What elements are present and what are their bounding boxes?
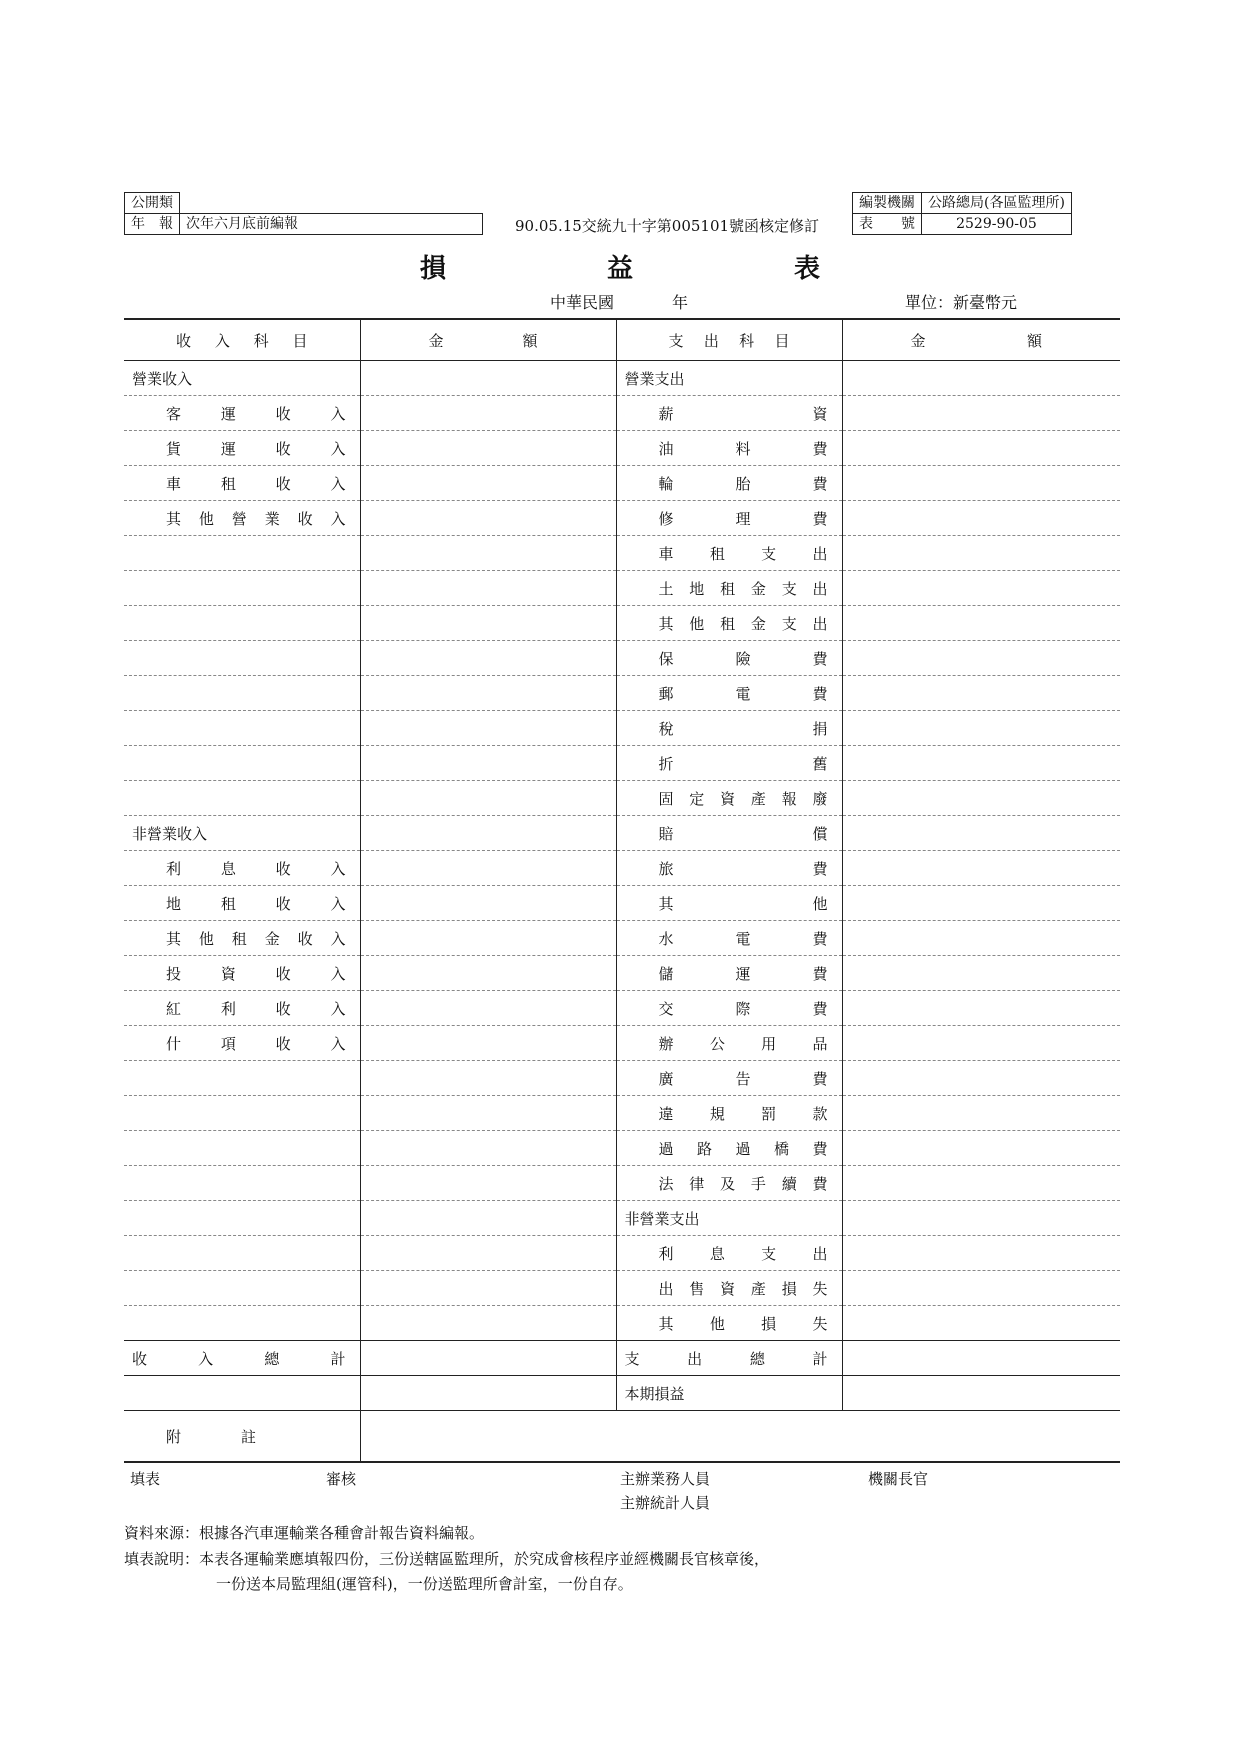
net-blank-left[interactable] [124,1376,360,1411]
income-item [124,536,360,571]
income-item [124,1131,360,1166]
income-item [124,676,360,711]
table-row [124,1026,1120,1061]
expense-amount-cell[interactable] [842,886,1120,921]
table-row [124,1061,1120,1096]
income-amount-cell[interactable] [360,921,616,956]
expense-amount-cell[interactable] [842,851,1120,886]
income-item [124,711,360,746]
expense-item: 保險費 [616,641,842,676]
income-item [124,1201,360,1236]
income-amount-cell[interactable] [360,1236,616,1271]
income-total-label: 收入總計 [124,1341,360,1376]
col-income-subject: 收入科目 [124,319,360,361]
currency-unit: 單位：新臺幣元 [905,293,1018,312]
income-amount-cell[interactable] [360,746,616,781]
expense-item: 折舊 [616,746,842,781]
title-char-1: 損 [420,254,447,284]
title-char-2: 益 [606,254,633,284]
income-amount-cell[interactable] [360,536,616,571]
income-item [124,746,360,781]
net-income-row [124,1376,1120,1411]
expense-amount-cell[interactable] [842,641,1120,676]
expense-item: 旅費 [616,851,842,886]
expense-item: 車租支出 [616,536,842,571]
income-amount-cell[interactable] [360,431,616,466]
expense-item: 水電費 [616,921,842,956]
compiler-label: 編製機關 [853,193,922,214]
income-total-amount[interactable] [360,1341,616,1376]
table-row [124,816,1120,851]
income-amount-cell[interactable] [360,851,616,886]
date-line [550,290,688,313]
expense-item: 辦公用品 [616,1026,842,1061]
expense-item: 廣告費 [616,1061,842,1096]
income-item: 投資收入 [124,956,360,991]
table-row [124,886,1120,921]
expense-amount-cell[interactable] [842,1166,1120,1201]
expense-amount-cell[interactable] [842,1306,1120,1341]
page-title [420,248,820,285]
income-item: 紅利收入 [124,991,360,1026]
totals-row [124,1341,1120,1376]
income-item: 地租收入 [124,886,360,921]
col-amount: 金額 [360,319,616,361]
table-row [124,501,1120,536]
sig-statistics-officer: 主辦統計人員 [620,1494,711,1512]
footnote-instructions-2: 一份送本局監理組(運管科)，一份送監理所會計室，一份自存。 [216,1575,633,1593]
expense-item: 郵電費 [616,676,842,711]
income-amount-cell[interactable] [360,1201,616,1236]
expense-amount-cell[interactable] [842,781,1120,816]
expense-amount-cell[interactable] [842,361,1120,396]
income-amount-cell[interactable] [360,396,616,431]
expense-amount-cell[interactable] [842,746,1120,781]
income-item: 什項收入 [124,1026,360,1061]
table-row [124,466,1120,501]
income-amount-cell[interactable] [360,781,616,816]
header-right-box [852,192,1072,235]
footnote-instructions-1: 填表說明：本表各運輸業應填報四份，三份送轄區監理所，於究成會核程序並經機關長官核章後， [124,1550,770,1568]
income-amount-cell[interactable] [360,641,616,676]
table-row [124,571,1120,606]
sig-reviewer: 審核 [326,1470,357,1488]
expense-amount-cell[interactable] [842,1096,1120,1131]
expense-amount-cell[interactable] [842,1131,1120,1166]
expense-item: 違規罰款 [616,1096,842,1131]
table-row [124,1201,1120,1236]
table-row [124,361,1120,396]
income-item: 貨運收入 [124,431,360,466]
category-label: 公開類 [125,193,180,214]
income-amount-cell[interactable] [360,1131,616,1166]
deadline-text: 次年六月底前編報 [180,214,483,235]
income-item: 營業收入 [124,361,360,396]
table-row [124,641,1120,676]
note-label: 附 註 [124,1411,360,1463]
table-header-row [124,319,1120,361]
income-item: 利息收入 [124,851,360,886]
expense-item: 非營業支出 [616,1201,842,1236]
expense-amount-cell[interactable] [842,991,1120,1026]
income-amount-cell[interactable] [360,711,616,746]
table-row [124,991,1120,1026]
income-item: 客運收入 [124,396,360,431]
income-item [124,781,360,816]
income-amount-cell[interactable] [360,466,616,501]
expense-amount-cell[interactable] [842,1026,1120,1061]
table-row [124,1271,1120,1306]
compiler-value: 公路總局(各區監理所) [922,193,1072,214]
income-item [124,1166,360,1201]
expense-amount-cell[interactable] [842,571,1120,606]
expense-amount-cell[interactable] [842,676,1120,711]
income-amount-cell[interactable] [360,886,616,921]
expense-item: 稅捐 [616,711,842,746]
revision-note: 90.05.15交統九十字第005101號函核定修訂 [515,217,820,235]
income-amount-cell[interactable] [360,361,616,396]
note-row [124,1411,1120,1463]
income-item [124,1096,360,1131]
table-row [124,921,1120,956]
expense-amount-cell[interactable] [842,1061,1120,1096]
table-row [124,606,1120,641]
income-item [124,606,360,641]
expense-amount-cell[interactable] [842,1201,1120,1236]
sig-business-officer: 主辦業務人員 [620,1470,711,1488]
expense-item: 其他 [616,886,842,921]
income-item: 車租收入 [124,466,360,501]
income-item [124,571,360,606]
report-type-label: 年 報 [125,214,180,235]
table-row [124,1166,1120,1201]
table-row [124,956,1120,991]
expense-item: 輪胎費 [616,466,842,501]
expense-amount-cell[interactable] [842,501,1120,536]
net-income-label: 本期損益 [616,1376,842,1411]
income-amount-cell[interactable] [360,956,616,991]
sig-filler: 填表 [130,1470,161,1488]
income-amount-cell[interactable] [360,1271,616,1306]
sig-head: 機關長官 [868,1470,929,1488]
expense-amount-cell[interactable] [842,711,1120,746]
table-row [124,711,1120,746]
expense-amount-cell[interactable] [842,1236,1120,1271]
table-row [124,781,1120,816]
expense-amount-cell[interactable] [842,956,1120,991]
col-expense-subject: 支出科目 [616,319,842,361]
expense-item: 利息支出 [616,1236,842,1271]
income-item [124,1306,360,1341]
table-row [124,851,1120,886]
expense-item: 修理費 [616,501,842,536]
net-income-amount[interactable] [842,1376,1120,1411]
income-item [124,1061,360,1096]
expense-total-amount[interactable] [842,1341,1120,1376]
table-row [124,1306,1120,1341]
expense-item: 過路過橋費 [616,1131,842,1166]
income-amount-cell[interactable] [360,1096,616,1131]
expense-item: 薪資 [616,396,842,431]
net-blank-amount[interactable] [360,1376,616,1411]
expense-amount-cell[interactable] [842,921,1120,956]
expense-amount-cell[interactable] [842,606,1120,641]
expense-amount-cell[interactable] [842,466,1120,501]
income-amount-cell[interactable] [360,571,616,606]
income-amount-cell[interactable] [360,1166,616,1201]
income-amount-cell[interactable] [360,501,616,536]
expense-item: 賠償 [616,816,842,851]
income-amount-cell[interactable] [360,1306,616,1341]
table-row [124,1131,1120,1166]
expense-item: 營業支出 [616,361,842,396]
header-left-box [124,192,483,235]
note-field[interactable] [360,1411,1120,1463]
expense-amount-cell[interactable] [842,396,1120,431]
income-amount-cell[interactable] [360,991,616,1026]
table-row [124,1096,1120,1131]
income-item: 其他營業收入 [124,501,360,536]
income-amount-cell[interactable] [360,1026,616,1061]
income-item [124,1271,360,1306]
expense-item: 交際費 [616,991,842,1026]
expense-item: 固定資產報廢 [616,781,842,816]
footnote-source: 資料來源：根據各汽車運輸業各種會計報告資料編報。 [124,1524,485,1542]
expense-item: 其他損失 [616,1306,842,1341]
expense-amount-cell[interactable] [842,816,1120,851]
expense-item: 其他租金支出 [616,606,842,641]
expense-item: 油料費 [616,431,842,466]
table-row [124,396,1120,431]
form-number-value: 2529-90-05 [922,214,1072,235]
income-amount-cell[interactable] [360,816,616,851]
income-item [124,1236,360,1271]
date-year: 年 [672,293,689,312]
income-amount-cell[interactable] [360,1061,616,1096]
table-row [124,536,1120,571]
expense-amount-cell[interactable] [842,536,1120,571]
table-row [124,746,1120,781]
income-item: 其他租金收入 [124,921,360,956]
income-amount-cell[interactable] [360,606,616,641]
col-amount-2: 金額 [842,319,1120,361]
date-prefix: 中華民國 [550,293,615,312]
expense-item: 法律及手續費 [616,1166,842,1201]
expense-amount-cell[interactable] [842,1271,1120,1306]
income-item: 非營業收入 [124,816,360,851]
expense-item: 土地租金支出 [616,571,842,606]
expense-item: 出售資產損失 [616,1271,842,1306]
table-row [124,1236,1120,1271]
income-amount-cell[interactable] [360,676,616,711]
table-row [124,676,1120,711]
expense-amount-cell[interactable] [842,431,1120,466]
form-number-label: 表 號 [853,214,922,235]
expense-total-label: 支出總計 [616,1341,842,1376]
expense-item: 儲運費 [616,956,842,991]
title-char-3: 表 [793,254,820,284]
income-item [124,641,360,676]
income-statement-table [124,318,1120,1463]
table-row [124,431,1120,466]
